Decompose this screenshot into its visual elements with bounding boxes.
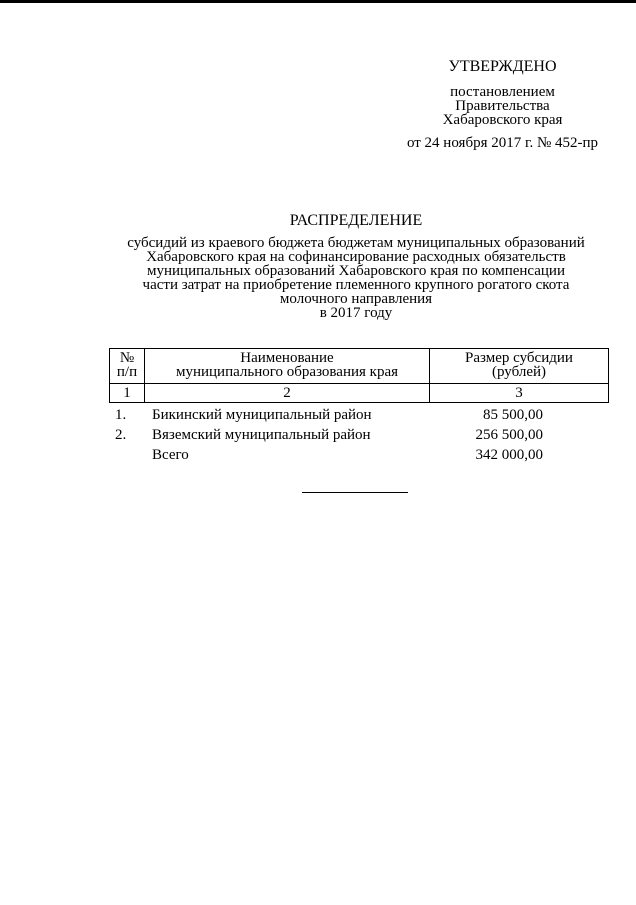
subsidy-rows	[109, 405, 609, 465]
table-row	[109, 425, 609, 445]
row-amount: 85 500,00	[483, 407, 543, 423]
header-number-line: п/п	[116, 364, 138, 380]
header-number	[110, 349, 145, 384]
row-district-name: Вяземский муниципальный район	[152, 427, 371, 443]
approval-line: постановлением	[450, 84, 555, 100]
total-amount: 342 000,00	[475, 447, 543, 463]
end-rule-divider	[302, 492, 408, 493]
approval-line: Правительства	[455, 98, 550, 114]
column-number: 3	[430, 384, 609, 403]
subsidy-table-header	[109, 348, 609, 403]
column-number-row	[110, 384, 609, 403]
header-name-line: муниципального образования края	[175, 364, 399, 380]
header-name	[145, 349, 430, 384]
table-row	[109, 405, 609, 425]
header-number-line: №	[119, 350, 135, 366]
header-amount-line: Размер субсидии	[465, 350, 573, 366]
row-number: 2.	[115, 427, 127, 443]
document-subtitle-line: субсидий из краевого бюджета бюджетам муниципальных образований	[127, 235, 585, 251]
document-subtitle-line: части затрат на приобретение племенного крупного рогатого скота	[142, 277, 570, 293]
row-amount: 256 500,00	[475, 427, 543, 443]
total-row	[109, 445, 609, 465]
approval-date: от 24 ноября 2017 г. № 452-пр	[406, 135, 599, 151]
header-amount	[430, 349, 609, 384]
header-name-line: Наименование	[240, 350, 334, 366]
page-top-border	[0, 0, 636, 3]
row-district-name: Бикинский муниципальный район	[152, 407, 372, 423]
approval-title: УТВЕРЖДЕНО	[448, 58, 557, 75]
table-header-row	[110, 349, 609, 384]
total-label: Всего	[152, 447, 189, 463]
document-heading	[100, 214, 612, 320]
header-amount-line: (рублей)	[491, 364, 547, 380]
column-number: 2	[145, 384, 430, 403]
document-subtitle-line: молочного направления	[279, 291, 433, 307]
approval-line: Хабаровского края	[442, 112, 563, 128]
approval-stamp	[395, 60, 610, 150]
document-subtitle-line: в 2017 году	[319, 305, 393, 321]
column-number: 1	[110, 384, 145, 403]
document-title: РАСПРЕДЕЛЕНИЕ	[289, 212, 423, 229]
row-number: 1.	[115, 407, 127, 423]
document-subtitle-line: муниципальных образований Хабаровского края по компенсации	[147, 263, 565, 279]
document-subtitle-line: Хабаровского края на софинансирование расходных обязательств	[146, 249, 566, 265]
